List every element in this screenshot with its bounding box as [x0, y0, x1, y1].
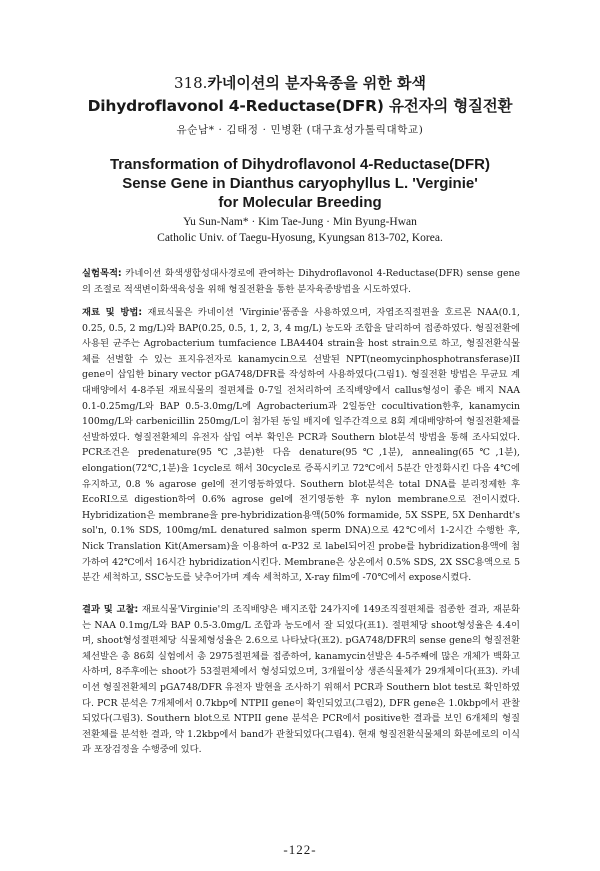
korean-title — [40, 72, 560, 118]
abstract-number: 318. — [174, 74, 208, 92]
results-heading: 결과 및 고찰: — [82, 604, 139, 615]
korean-authors: 유순남* · 김태정 · 민병환 (대구효성가톨릭대학교) — [176, 124, 424, 136]
english-authors-block — [60, 214, 540, 246]
english-authors: Yu Sun-Nam* · Kim Tae-Jung · Min Byung-Hwan — [183, 216, 417, 228]
results-paragraph — [82, 602, 520, 758]
english-title-line2: Sense Gene in Dianthus caryophyllus L. 'Verginie' — [122, 175, 478, 192]
purpose-heading: 실험목적: — [82, 268, 122, 279]
results-text: 재료식물'Virginie'의 조직배양은 배지조합 24가지에 149조직절편체를 접종한 결과, 재분화는 NAA 0.1mg/L와 BAP 0.5-3.0mg/L 조합과 농도에서 잘 되었다(표1). 절편체당 shoot형성율은 4.4이며, shoot형성절편체당 식물체형성율은 2.6으로 나타났다(표2). pGA748/DFR의 sense gene의 형질전환체선발은 총 86회 실험에서 총 2975절편체를 접종하여, kanamycin선발은 4-5주째에 많은 개체가 백화고사하며, 8주후에는 shoot가 53절편체에서 형성되었으며, 3개월이상 생존식물체가 29개체이다(표3). 카네이션 형질전환체의 pGA748/DFR 유전자 발현을 조사하기 위해서 PCR과 Southern blot test로 확인하였다. PCR 분석은 7개체에서 0.7kbp에 NTPII gene이 확인되었고(그림2), DFR gene은 1.0kbp에서 관찰되었다(그림3). Southern blot으로 NTPII gene 분석은 PCR에서 positive한 결과를 보인 6개체의 형질전환체를 분석한 결과, 약 1.2kbp에서 band가 관찰되었다(그림4). 현재 형질전환식물체의 화분에로의 이식과 포장검정을 수행중에 있다. — [82, 604, 520, 756]
korean-title-line2: Dihydroflavonol 4-Reductase(DFR) 유전자의 형질전환 — [87, 97, 513, 115]
english-title-line1: Transformation of Dihydroflavonol 4-Reductase(DFR) — [109, 156, 491, 173]
purpose-text: 카네이션 화색생합성대사경로에 관여하는 Dihydroflavonol 4-Reductase(DFR) sense gene의 조절로 적색변이화색육성을 위해 형질전환을 통한 분자육종방법을 시도하였다. — [82, 268, 520, 295]
page-number: -122- — [283, 842, 317, 857]
methods-heading: 재료 및 방법: — [82, 307, 143, 318]
korean-title-text1: 카네이션의 분자육종을 위한 화색 — [207, 74, 426, 92]
methods-text: 재료식물은 카네이션 'Virginie'품종을 사용하였으며, 자엽조직절편을 호르몬 NAA(0.1, 0.25, 0.5, 2 mg/L)와 BAP(0.25, 0.5, 1, 2, 3, 4 mg/L) 농도와 조합을 달리하여 접종하였다. 형질전환에 사용된 균주는 Agrobacterium tumfacience LBA4404 strain을 host strain으로 하고, 형질전환식물체를 선별할 수 있는 표지유전자로 kanamycin으로 선발된 NPT(neomycinphosphotransferase)II gene이 삽입한 binary vector pGA748/DFR를 작성하여 사용하였다(그림1). 형질전환 방법은 무균묘 계대배양에서 4-8주된 재료식물의 절편체를 0-7일 전처리하여 조직배양에서 callus형성이 좋은 배지 NAA 0.1-0.25mg/L와 BAP 0.5-3.0mg/L에 Agrobacterium과 2일동안 cocultivation한후, kanamycin 100mg/L와 carbenicillin 250mg/L이 첨가된 동일 배지에 일주간격으로 8회 계대배양하여 형질전환체를 선발하였다. 형질전환체의 유전자 삽입 여부 확인은 PCR과 Southern blot분석 방법을 통해 조사되었다. PCR조건은 predenature(95℃,3분)한 다음 denature(95℃,1분), annealing(65℃,1분), elongation(72℃,1분)을 1cycle로 해서 30cycle로 증폭시키고 72℃에서 5분간 안정화시킨 다음 4℃에 유지하고, 0.8 % agarose gel에 전기영동하였다. Southern blot분석은 total DNA를 분리정제한 후 EcoRI으로 digestion하여 0.6% agrose gel에 전기영동한 후 nylon membrane으로 전이시켰다. Hybridization은 membrane을 pre-hybridization용액(50% formamide, 5X SSPE, 5X Denhardt's sol'n, 0.1% SDS, 100mg/mL denatured salmon sperm DNA)으로 42℃에서 1-2시간 수행한 후, Nick Translation Kit(Amersam)을 이용하여 α-P32 로 label되어진 probe를 hybridization용액에 첨가하여 42℃에서 16시간 hybridization시킨다. Membrane은 상온에서 0.5% SDS, 2X SSC용액으로 5분간 세척하고, SSC농도를 낮추어가며 계속 세척하고, X-ray film에 -70℃에서 expose시켰다. — [82, 307, 520, 584]
korean-title-line1 — [40, 72, 560, 95]
english-title — [60, 155, 540, 212]
methods-paragraph — [82, 305, 520, 586]
english-title-line3: for Molecular Breeding — [218, 194, 382, 211]
purpose-paragraph — [82, 266, 520, 297]
english-affiliation: Catholic Univ. of Taegu-Hyosung, Kyungsan 813-702, Korea. — [157, 232, 443, 244]
